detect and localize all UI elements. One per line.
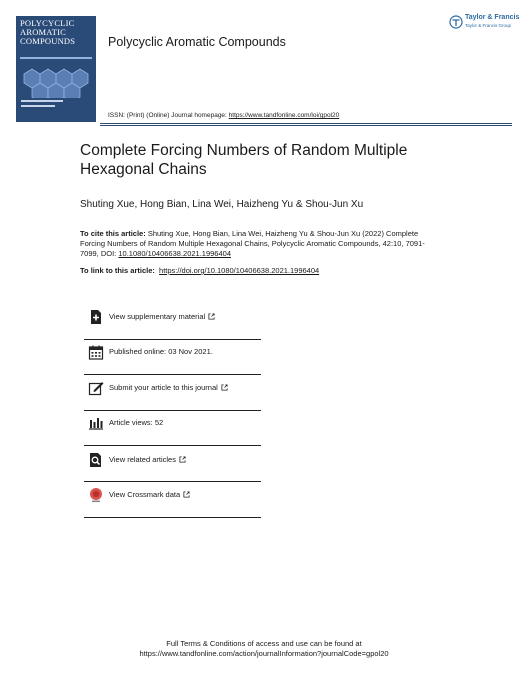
link-label: To link to this article: [80,266,155,275]
article-views-label: Article views: 52 [109,418,164,427]
cover-title-line: AROMATIC [20,27,66,37]
header-divider [100,123,512,124]
item-divider [84,481,261,482]
cover-text-line [21,105,55,107]
journal-name[interactable]: Polycyclic Aromatic Compounds [108,35,286,49]
cover-subtitle-bar [20,57,92,59]
item-divider [84,339,261,340]
external-link-icon [221,384,228,391]
journal-homepage-link[interactable]: https://www.tandfonline.com/loi/gpol20 [228,112,340,119]
publisher-logo[interactable] [449,14,520,32]
cover-title-line: POLYCYCLIC [20,18,75,28]
item-divider [84,445,261,446]
issn-label: ISSN: (Print) (Online) Journal homepage: [108,112,227,119]
supplementary-icon [88,309,104,325]
publisher-logo-group: Taylor & Francis Group [465,23,512,28]
cover-title [20,19,75,46]
published-online-label: Published online: 03 Nov 2021. [109,347,213,356]
item-divider [84,374,261,375]
citation-block [80,229,440,259]
cite-label: To cite this article: [80,229,146,238]
item-divider [84,517,261,518]
article-title: Complete Forcing Numbers of Random Multiple Hexagonal Chains [80,142,408,178]
cover-text-line [21,100,63,102]
supplementary-material-label [109,312,215,321]
item-divider [84,410,261,411]
bar-chart-icon [88,415,104,431]
external-link-icon [183,491,190,498]
crossmark-icon [88,487,104,503]
submit-article-label [109,383,228,392]
cite-doi-link[interactable]: 10.1080/10406638.2021.1996404 [118,249,231,258]
hexagon-pattern-icon [16,66,96,98]
publisher-logo-icon [449,15,463,29]
external-link-icon [208,313,215,320]
item-label: View supplementary material [109,312,206,321]
search-document-icon [88,452,104,468]
article-link-line [80,266,319,275]
publisher-logo-name: Taylor & Francis [465,14,520,21]
issn-line [108,112,339,119]
journal-cover [16,16,96,122]
calendar-icon [88,344,104,360]
terms-footer [0,639,528,659]
terms-footer-text: Full Terms & Conditions of access and use can be found at [166,639,362,648]
external-link-icon [179,456,186,463]
item-label: View related articles [109,455,176,464]
crossmark-label [109,490,190,499]
terms-footer-link[interactable]: https://www.tandfonline.com/action/journalInformation?journalCode=gpol20 [139,649,389,658]
item-label: Submit your article to this journal [109,383,218,392]
header-divider [100,125,512,126]
cite-text: Shuting Xue, Hong Bian, Lina Wei, Haizheng Yu & Shou-Jun Xu (2022) Complete Forcing Numbers of Random Multiple Hexagonal Chains, Polycyclic Aromatic Compounds, 42:10, 7091-7099, DOI: [80,229,425,258]
item-label: View Crossmark data [109,490,181,499]
edit-icon [88,380,104,396]
related-articles-label [109,455,186,464]
cover-title-line: COMPOUNDS [20,36,76,46]
article-authors: Shuting Xue, Hong Bian, Lina Wei, Haizheng Yu & Shou-Jun Xu [80,199,364,210]
article-doi-link[interactable]: https://doi.org/10.1080/10406638.2021.1996404 [159,266,320,275]
